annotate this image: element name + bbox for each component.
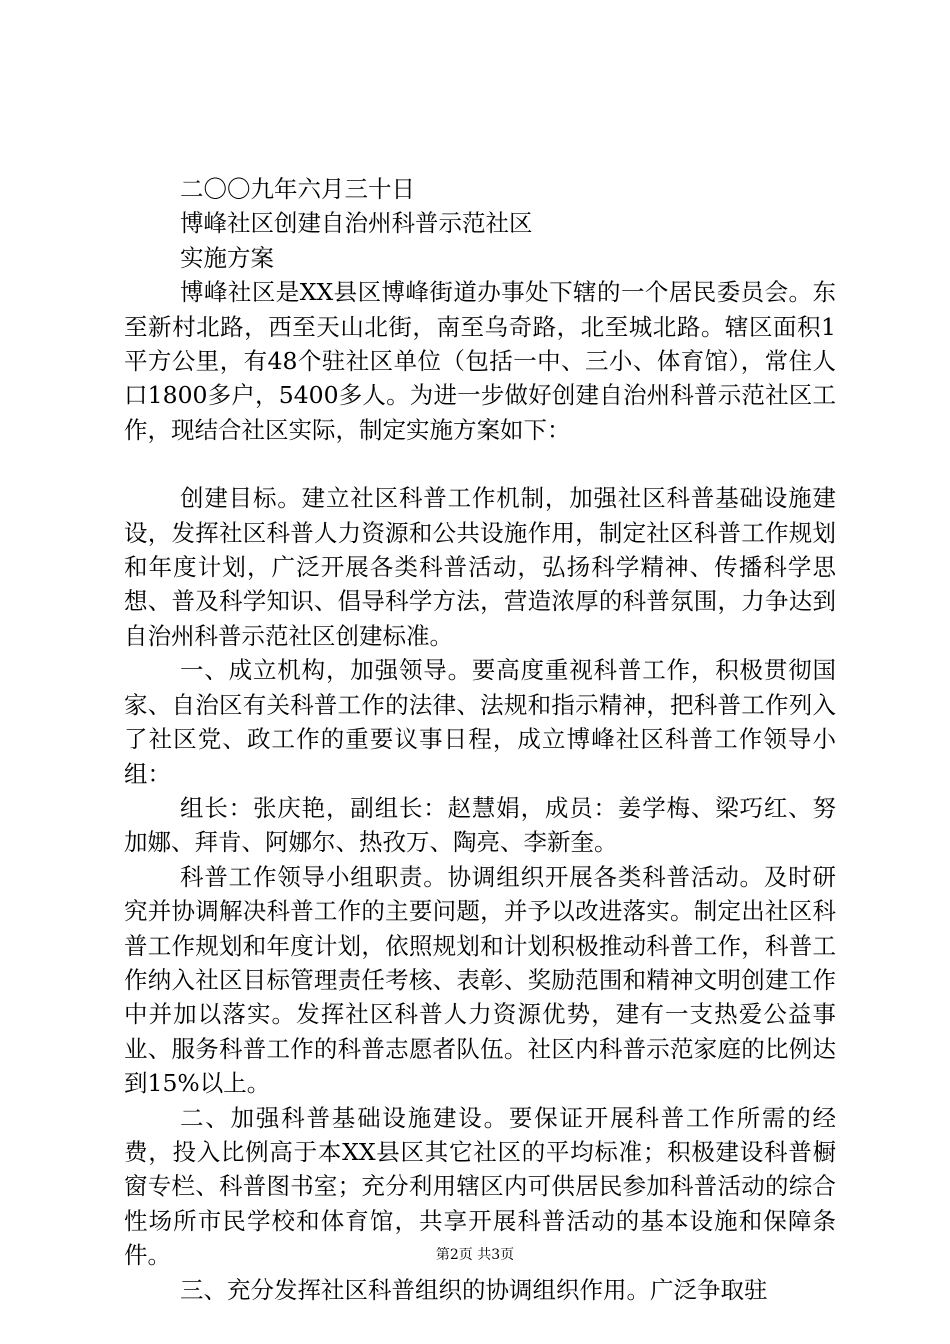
duties-paragraph: 科普工作领导小组职责。协调组织开展各类科普活动。及时研究并协调解决科普工作的主要问题，并予以改进落实。制定出社区科普工作规划和年度计划，依照规划和计划积极推动科普工作，科普工作纳入社区目标管理责任考核、表彰、奖励范围和精神文明创建工作中并加以落实。发挥社区科普人力资源优势，建有一支热爱公益事业、服务科普工作的科普志愿者队伍。社区内科普示范家庭的比例达到15%以上。 bbox=[124, 862, 836, 1098]
paragraph-gap bbox=[124, 447, 836, 481]
goal-paragraph: 创建目标。建立社区科普工作机制，加强社区科普基础设施建设，发挥社区科普人力资源和公共设施作用，制定社区科普工作规划和年度计划，广泛开展各类科普活动，弘扬科学精神、传播科学思想、普及科学知识、倡导科学方法，营造浓厚的科普氛围，力争达到自治州科普示范社区创建标准。 bbox=[124, 484, 836, 650]
intro-paragraph: 博峰社区是XX县区博峰街道办事处下辖的一个居民委员会。东至新村北路，西至天山北街，南至乌奇路，北至城北路。辖区面积1平方公里，有48个驻社区单位（包括一中、三小、体育馆），常住人口1800多户，5400多人。为进一步做好创建自治州科普示范社区工作，现结合社区实际，制定实施方案如下： bbox=[124, 278, 836, 444]
section-3-paragraph: 三、充分发挥社区科普组织的协调组织作用。广泛争取驻 bbox=[180, 1275, 768, 1304]
document-date: 二〇〇九年六月三十日 bbox=[180, 175, 415, 203]
document-title-line1: 博峰社区创建自治州科普示范社区 bbox=[180, 209, 533, 238]
section-1-paragraph: 一、成立机构，加强领导。要高度重视科普工作，积极贯彻国家、自治区有关科普工作的法律、法规和指示精神，把科普工作列入了社区党、政工作的重要议事日程，成立博峰社区科普工作领导小组： bbox=[124, 656, 836, 788]
section-2-paragraph: 二、加强科普基础设施建设。要保证开展科普工作所需的经费，投入比例高于本XX县区其它社区的平均标准；积极建设科普橱窗专栏、科普图书室；充分利用辖区内可供居民参加科普活动的综合性场所市民学校和体育馆，共享开展科普活动的基本设施和保障条件。 bbox=[124, 1103, 836, 1270]
document-title-line2: 实施方案 bbox=[180, 243, 274, 272]
document-body bbox=[124, 172, 836, 1307]
page-footer: 第2页 共3页 bbox=[435, 1247, 515, 1263]
members-paragraph: 组长：张庆艳，副组长：赵慧娟，成员：姜学梅、梁巧红、努加娜、拜肯、阿娜尔、热孜万、陶亮、李新奎。 bbox=[124, 793, 836, 857]
